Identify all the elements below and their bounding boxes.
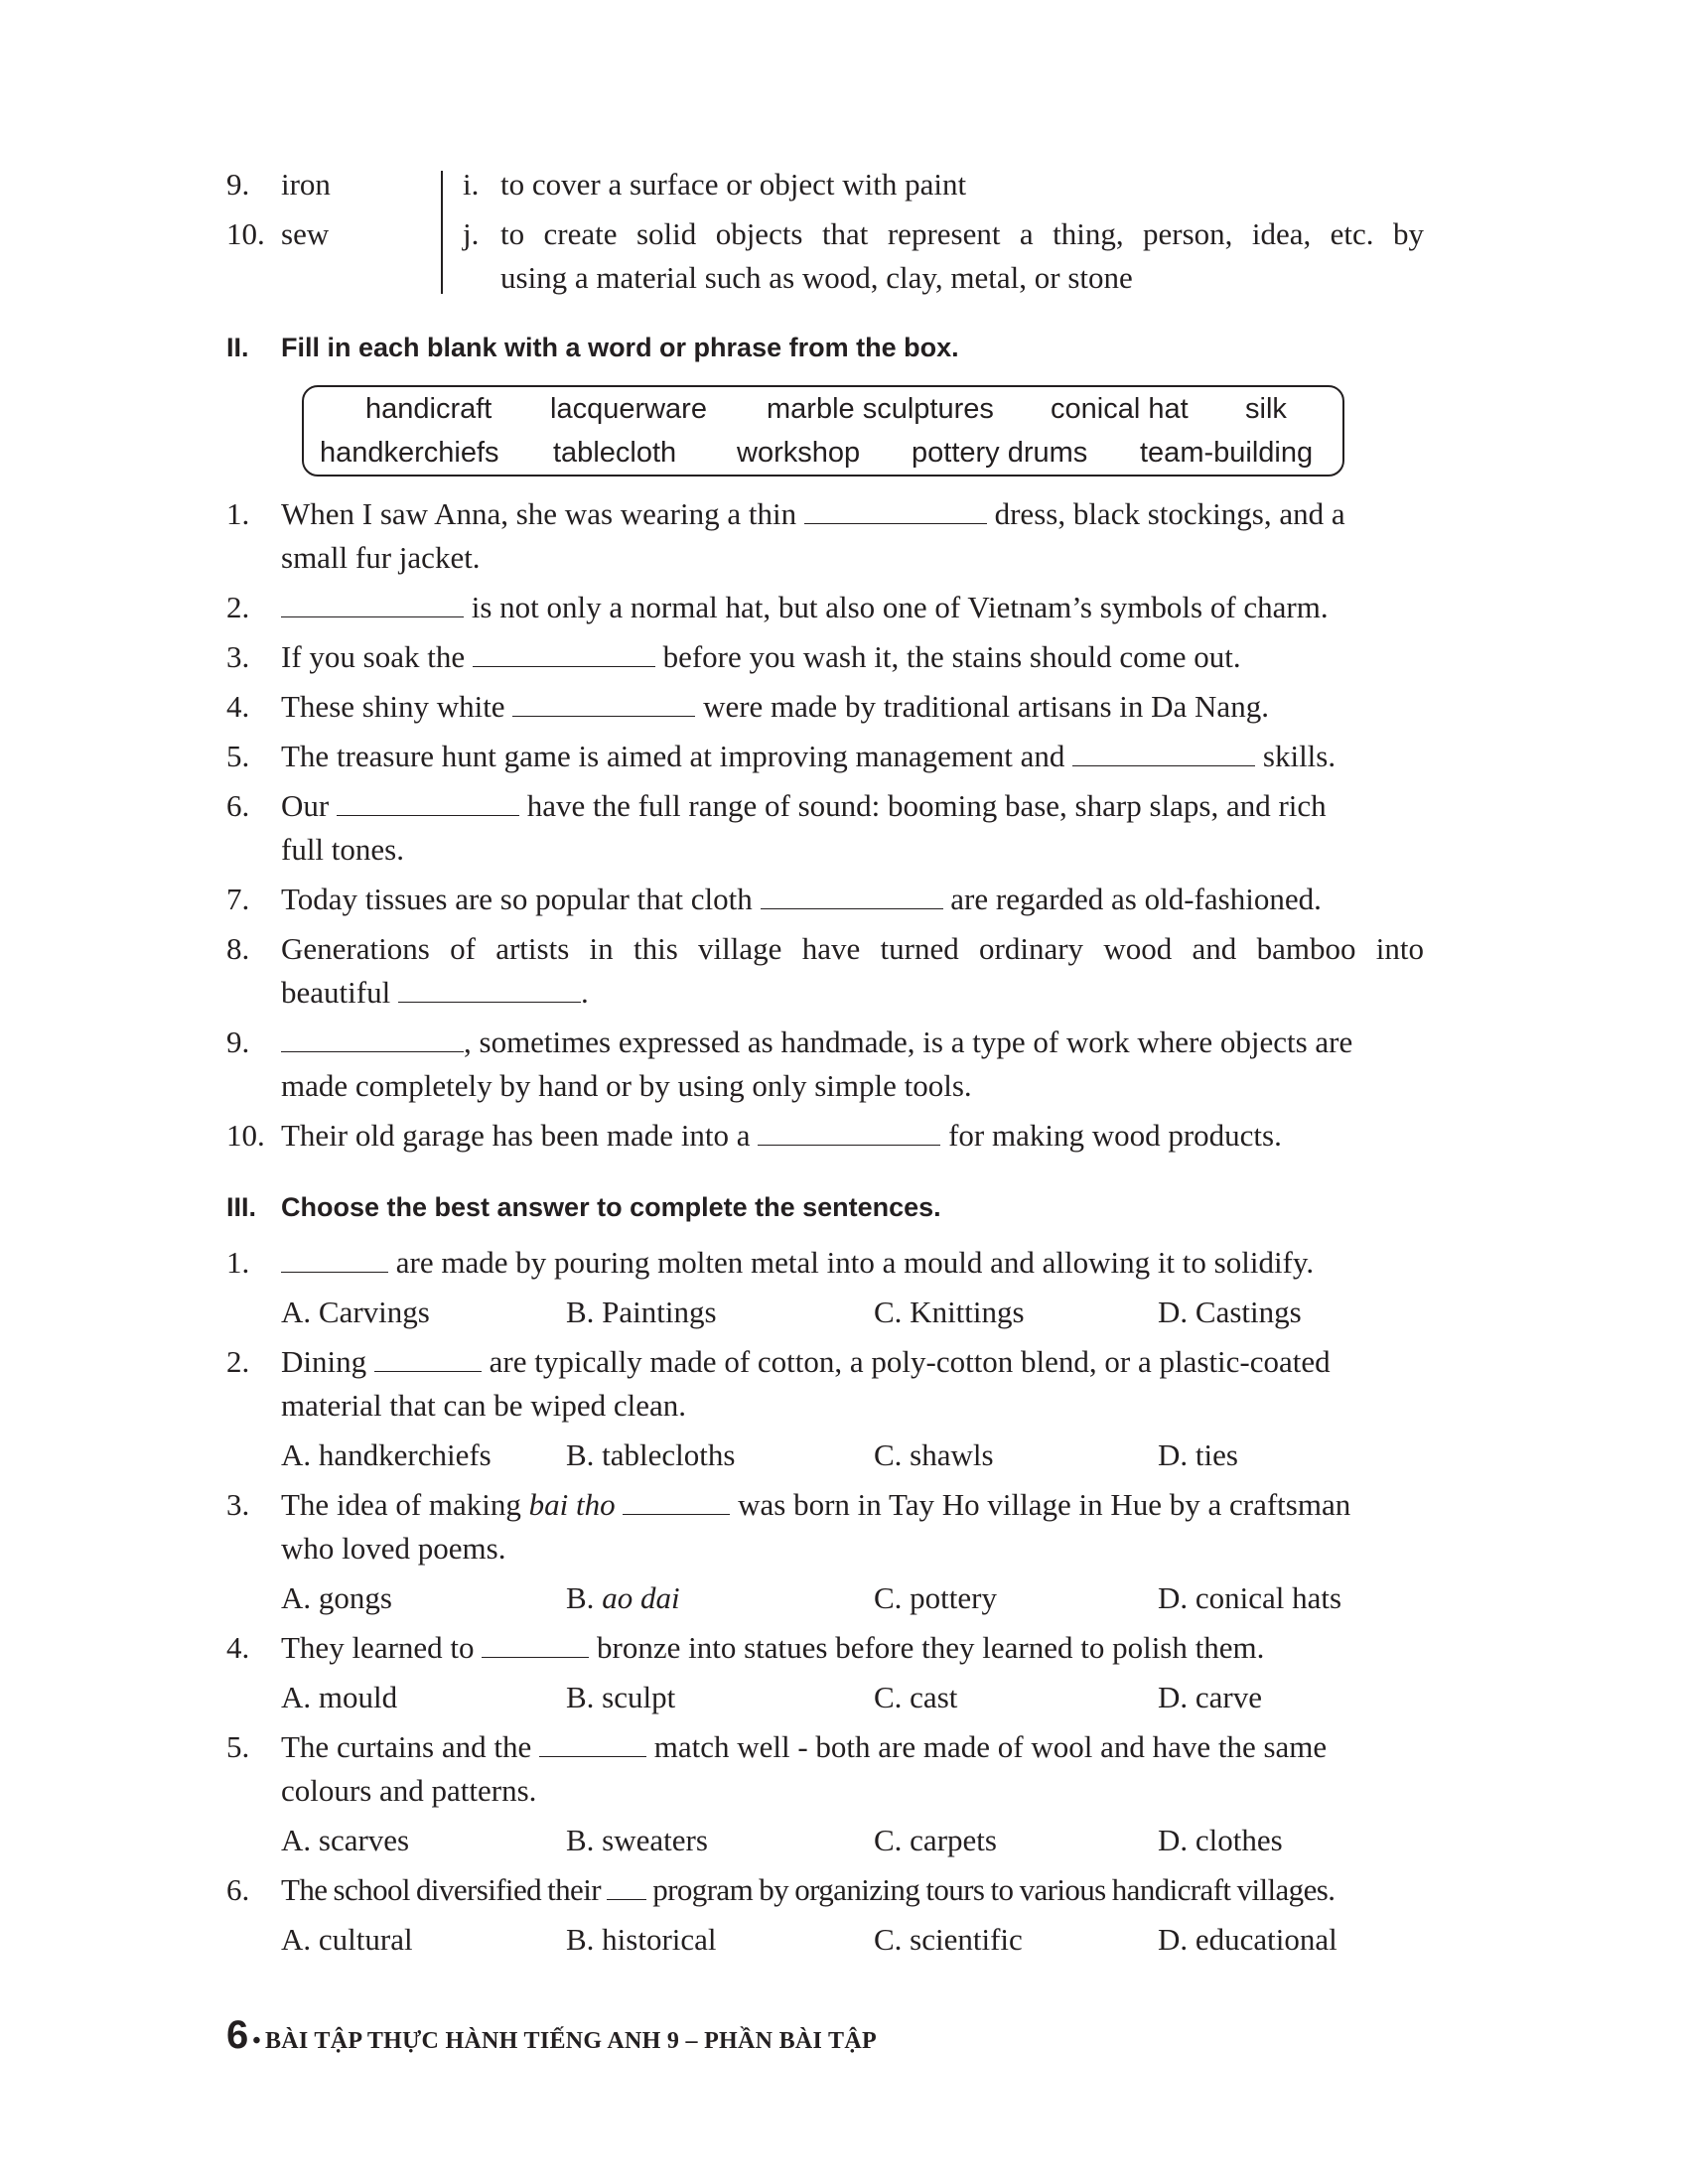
question-number: 1. <box>226 1245 250 1280</box>
match-right-definition: to create solid objects that represent a thing, person, idea, etc. by <box>500 216 1424 251</box>
match-right-letter: j. <box>463 216 480 251</box>
match-left-num: 10. <box>226 216 265 251</box>
question-text: is not only a normal hat, but also one of Vietnam’s symbols of charm. <box>281 586 1329 629</box>
question-text: Dining are typically made of cotton, a poly-cotton blend, or a plastic-coated <box>281 1344 1331 1379</box>
word-box <box>302 385 1344 477</box>
option-a[interactable]: A. scarves <box>281 1823 410 1857</box>
option-d[interactable]: D. clothes <box>1158 1823 1283 1857</box>
answer-blank[interactable] <box>281 1246 388 1273</box>
match-right-letter: i. <box>463 167 480 202</box>
option-a[interactable]: A. handkerchiefs <box>281 1437 492 1472</box>
word-box-item: pottery drums <box>912 437 1088 469</box>
word-box-item: team-building <box>1140 437 1314 469</box>
word-box-item: conical hat <box>1051 393 1189 425</box>
question-text: Our have the full range of sound: booming base, sharp slaps, and rich <box>281 788 1327 823</box>
matching-divider <box>441 171 443 294</box>
footer-bullet: • <box>252 2028 261 2054</box>
match-left-word: sew <box>281 216 330 251</box>
answer-blank[interactable] <box>512 690 695 717</box>
option-d[interactable]: D. ties <box>1158 1437 1238 1472</box>
word-box-item: workshop <box>737 437 861 469</box>
question-number: 5. <box>226 739 250 773</box>
option-c[interactable]: C. pottery <box>874 1580 997 1615</box>
question-number: 2. <box>226 1344 250 1379</box>
option-b[interactable]: B. sweaters <box>566 1823 708 1857</box>
question-text-cont: full tones. <box>281 832 404 867</box>
answer-blank[interactable] <box>623 1488 730 1515</box>
section-instruction: Fill in each blank with a word or phrase from the box. <box>281 333 959 362</box>
option-d[interactable]: D. educational <box>1158 1922 1337 1957</box>
answer-blank[interactable] <box>473 640 655 667</box>
answer-blank[interactable] <box>398 976 581 1003</box>
option-c[interactable]: C. cast <box>874 1680 958 1714</box>
option-b[interactable]: B. tablecloths <box>566 1437 736 1472</box>
question-text: The idea of making bai tho was born in Tay Ho village in Hue by a craftsman <box>281 1487 1351 1522</box>
answer-blank[interactable] <box>804 497 987 524</box>
question-text-cont: colours and patterns. <box>281 1773 537 1808</box>
option-c[interactable]: C. carpets <box>874 1823 997 1857</box>
answer-blank[interactable] <box>281 1025 464 1052</box>
question-number: 6. <box>226 1872 250 1907</box>
section-instruction: Choose the best answer to complete the sentences. <box>281 1192 941 1222</box>
question-number: 9. <box>226 1024 250 1059</box>
question-number: 5. <box>226 1729 250 1764</box>
question-text: , sometimes expressed as handmade, is a type of work where objects are <box>281 1021 1352 1064</box>
answer-blank[interactable] <box>281 591 464 617</box>
section-number: II. <box>226 333 249 362</box>
question-text: They learned to bronze into statues before they learned to polish them. <box>281 1630 1265 1665</box>
page-number: 6 <box>226 2013 249 2057</box>
option-b[interactable]: B. sculpt <box>566 1680 676 1714</box>
page-footer <box>226 2013 877 2058</box>
question-text: are made by pouring molten metal into a mould and allowing it to solidify. <box>281 1241 1314 1285</box>
question-number: 6. <box>226 788 250 823</box>
answer-blank[interactable] <box>758 1119 940 1146</box>
answer-blank[interactable] <box>539 1730 646 1757</box>
question-text: The school diversified their program by organizing tours to various handicraft villages. <box>281 1872 1336 1907</box>
option-c[interactable]: C. Knittings <box>874 1295 1025 1329</box>
word-box-item: handkerchiefs <box>320 437 499 469</box>
match-left-num: 9. <box>226 167 250 202</box>
question-text: Their old garage has been made into a for making wood products. <box>281 1118 1282 1153</box>
question-text: When I saw Anna, she was wearing a thin dress, black stockings, and a <box>281 496 1345 531</box>
answer-blank[interactable] <box>482 1631 589 1658</box>
question-text: The curtains and the match well - both are made of wool and have the same <box>281 1729 1328 1764</box>
option-b[interactable]: B. Paintings <box>566 1295 717 1329</box>
option-d[interactable]: D. conical hats <box>1158 1580 1342 1615</box>
option-c[interactable]: C. scientific <box>874 1922 1023 1957</box>
answer-blank[interactable] <box>1072 740 1255 766</box>
option-a[interactable]: A. Carvings <box>281 1295 430 1329</box>
option-a[interactable]: A. mould <box>281 1680 398 1714</box>
word-box-item: handicraft <box>365 393 492 425</box>
book-title: BÀI TẬP THỰC HÀNH TIẾNG ANH 9 – PHẦN BÀI TẬP <box>264 2028 877 2054</box>
question-number: 4. <box>226 1630 250 1665</box>
answer-blank[interactable] <box>374 1345 482 1372</box>
question-number: 1. <box>226 496 250 531</box>
question-text: Today tissues are so popular that cloth are regarded as old-fashioned. <box>281 882 1322 916</box>
question-number: 10. <box>226 1118 265 1153</box>
match-left-word: iron <box>281 167 331 202</box>
question-number: 8. <box>226 931 250 966</box>
section-number: III. <box>226 1192 257 1222</box>
option-a[interactable]: A. gongs <box>281 1580 392 1615</box>
word-box-item: marble sculptures <box>767 393 994 425</box>
question-number: 7. <box>226 882 250 916</box>
option-b[interactable]: B. historical <box>566 1922 717 1957</box>
option-b[interactable]: B. ao dai <box>566 1580 680 1615</box>
option-d[interactable]: D. carve <box>1158 1680 1262 1714</box>
question-text-cont: who loved poems. <box>281 1531 506 1566</box>
word-box-item: lacquerware <box>550 393 707 425</box>
word-box-item: tablecloth <box>553 437 677 469</box>
question-number: 2. <box>226 590 250 624</box>
answer-blank[interactable] <box>337 789 519 816</box>
answer-blank[interactable] <box>607 1873 646 1900</box>
question-text: If you soak the before you wash it, the stains should come out. <box>281 639 1241 674</box>
question-text-cont: made completely by hand or by using only simple tools. <box>281 1068 972 1103</box>
question-number: 4. <box>226 689 250 724</box>
word-box-item: silk <box>1245 393 1287 425</box>
option-a[interactable]: A. cultural <box>281 1922 413 1957</box>
option-c[interactable]: C. shawls <box>874 1437 994 1472</box>
question-text: These shiny white were made by traditional artisans in Da Nang. <box>281 689 1269 724</box>
question-text: The treasure hunt game is aimed at improving management and skills. <box>281 739 1336 773</box>
question-number: 3. <box>226 639 250 674</box>
match-right-definition: to cover a surface or object with paint <box>500 167 967 202</box>
question-text-cont: beautiful . <box>281 975 589 1010</box>
question-text-cont: material that can be wiped clean. <box>281 1388 686 1423</box>
match-right-definition-cont: using a material such as wood, clay, metal, or stone <box>500 260 1133 295</box>
option-d[interactable]: D. Castings <box>1158 1295 1302 1329</box>
question-number: 3. <box>226 1487 250 1522</box>
question-text-cont: small fur jacket. <box>281 540 481 575</box>
question-text: Generations of artists in this village have turned ordinary wood and bamboo into <box>281 931 1424 966</box>
answer-blank[interactable] <box>761 883 943 909</box>
